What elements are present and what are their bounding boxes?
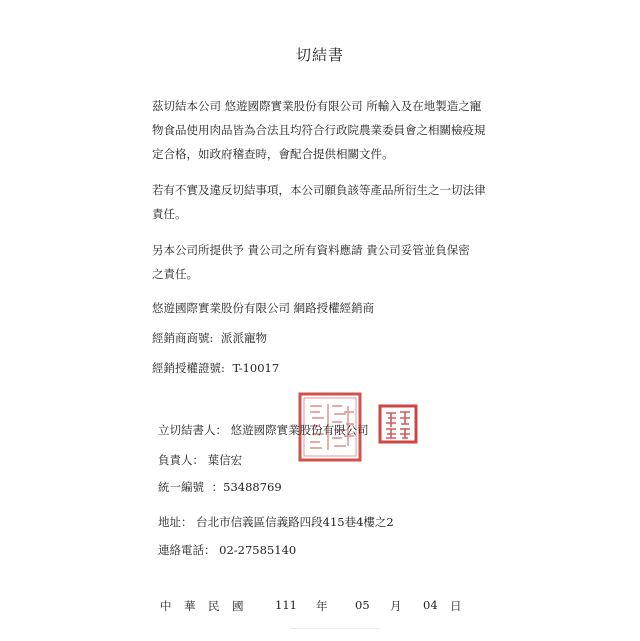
signer-address-label: 地址： bbox=[158, 515, 193, 529]
date-year: 111 bbox=[275, 598, 297, 612]
date-day-unit: 日 bbox=[450, 599, 462, 613]
signer-address-value: 台北市信義區信義路四段415巷4樓之2 bbox=[196, 515, 394, 529]
dealer-name-label: 經銷商商號: bbox=[152, 331, 214, 345]
page-edge-mark bbox=[290, 628, 380, 641]
body-text-line: 責任。 bbox=[152, 207, 187, 221]
signer-rep-row bbox=[158, 453, 242, 467]
representative-seal-stamp bbox=[378, 404, 418, 444]
signer-company-value: 悠遊國際實業股份有限公司 bbox=[230, 423, 369, 437]
body-text-line: 定合格，如政府稽查時，會配合提供相關文件。 bbox=[152, 147, 394, 161]
date-char: 民 bbox=[208, 599, 220, 613]
dealer-name-row bbox=[152, 331, 267, 345]
date-char: 華 bbox=[184, 599, 196, 613]
signer-rep-label: 負責人： bbox=[158, 453, 204, 467]
signer-phone-row bbox=[158, 543, 296, 557]
date-year-unit: 年 bbox=[316, 599, 328, 613]
signer-company-label: 立切結書人： bbox=[158, 423, 227, 437]
signer-tax-label: 統一編號 bbox=[158, 480, 204, 494]
body-text-line: 若有不實及違反切結事項，本公司願負該等產品所衍生之一切法律 bbox=[152, 183, 486, 197]
dealer-line: 悠遊國際實業股份有限公司 網路授權經銷商 bbox=[152, 301, 375, 315]
body-text-line: 茲切結本公司 悠遊國際實業股份有限公司 所輸入及在地製造之寵 bbox=[152, 99, 482, 113]
body-text-line: 另本公司所提供予 貴公司之所有資料應請 貴公司妥管並負保密 bbox=[152, 243, 470, 257]
date-char: 國 bbox=[232, 599, 244, 613]
signer-company-row bbox=[158, 423, 369, 437]
date-char: 中 bbox=[160, 599, 172, 613]
signer-phone-label: 連絡電話： bbox=[158, 543, 216, 557]
date-day: 04 bbox=[423, 598, 438, 612]
signer-tax-row bbox=[158, 480, 282, 494]
document-title: 切結書 bbox=[295, 46, 344, 64]
signer-address-row bbox=[158, 515, 394, 529]
date-month: 05 bbox=[355, 598, 370, 612]
dealer-cert-label: 經銷授權證號: bbox=[152, 361, 225, 375]
dealer-name-value: 派派寵物 bbox=[221, 331, 268, 345]
body-text-line: 物食品使用肉品皆為合法且均符合行政院農業委員會之相關檢疫規 bbox=[152, 123, 486, 137]
date-month-unit: 月 bbox=[390, 599, 402, 613]
signer-tax-value: ：53488769 bbox=[211, 480, 282, 494]
body-text-line: 之責任。 bbox=[152, 267, 198, 281]
document-date bbox=[0, 598, 640, 614]
signer-rep-value: 葉信宏 bbox=[207, 453, 243, 467]
dealer-cert-row bbox=[152, 361, 279, 375]
signer-phone-value: 02-27585140 bbox=[219, 543, 297, 557]
dealer-cert-value: T-10017 bbox=[232, 361, 280, 375]
